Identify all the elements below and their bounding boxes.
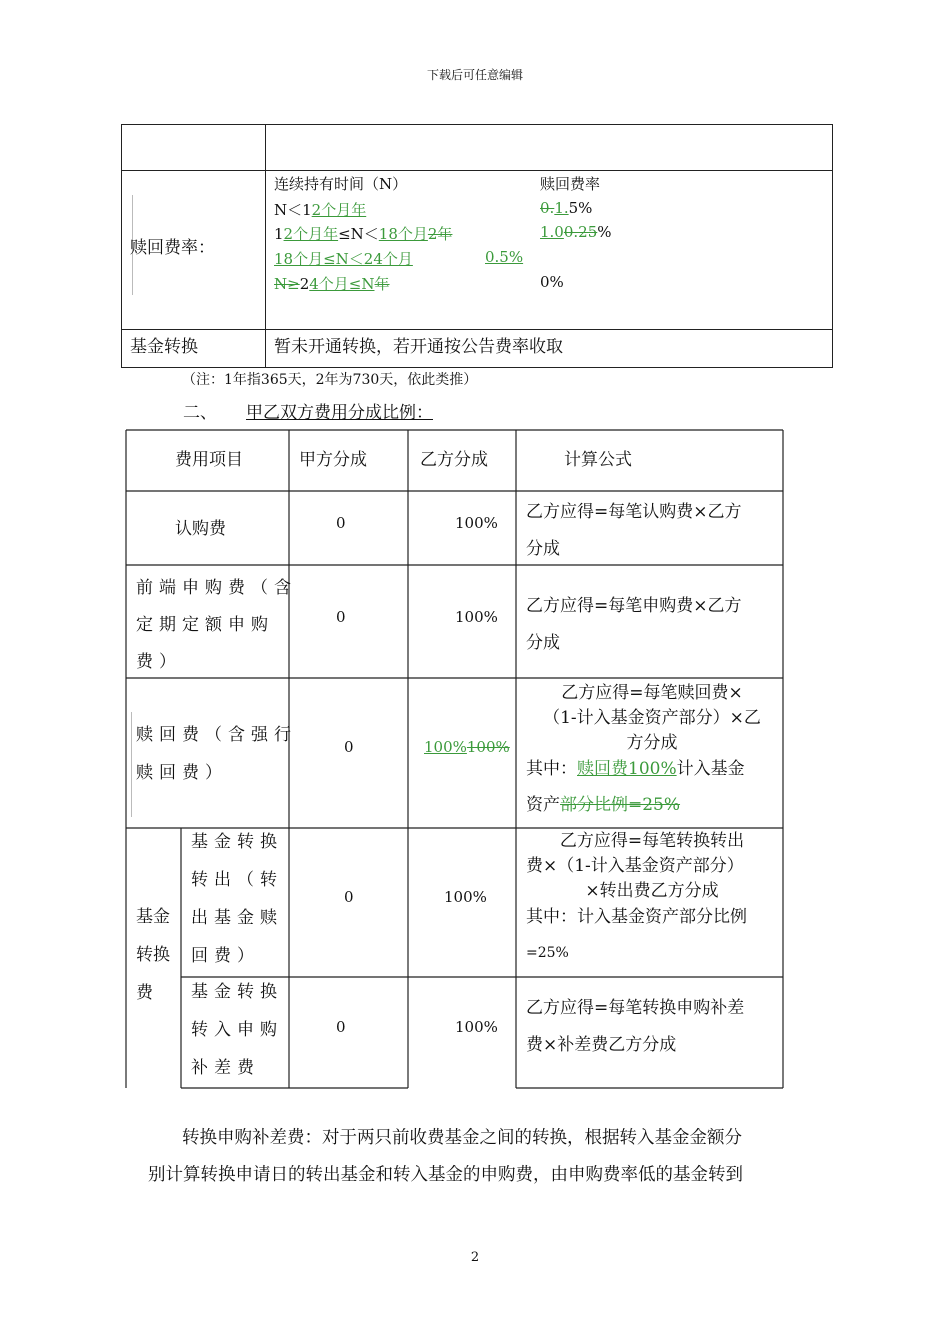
convert-out-party-b: 100% (444, 888, 487, 906)
section-number: 二、 (183, 403, 217, 423)
redemption-party-a: 0 (344, 738, 354, 756)
col-redemption-rate: 赎回费率 (540, 175, 601, 193)
body-paragraph: 转换申购补差费：对于两只前收费基金之间的转换，根据转入基金金额分 别计算转换申请日的转出基金和转入基金的申购费，由申购费率低的基金转到 (148, 1128, 743, 1185)
redemption-party-b: 100%100% (424, 738, 510, 756)
convert-out-formula: 乙方应得=每笔转换转出 费×（1-计入基金资产部分） ×转出费乙方分成 其中：计入基金资产部分比例 =25% (526, 831, 747, 961)
rate-row-4-rate: 0% (540, 273, 564, 291)
col-holding-time: 连续持有时间（N） (274, 175, 408, 193)
rate-row-2-rate: 1.00.25% (540, 223, 612, 241)
section-title: 甲乙双方费用分成比例： (246, 403, 433, 423)
purchase-party-b: 100% (455, 608, 498, 626)
note: （注：1年指365天，2年为730天，依此类推） (182, 372, 478, 388)
subscription-party-b: 100% (455, 514, 498, 532)
rate-row-2-time: 12个月年≤N＜18个月2年 (274, 225, 453, 243)
subscription-party-a: 0 (336, 514, 346, 532)
fee-header-item: 费用项目 (175, 450, 243, 470)
convert-in-party-b: 100% (455, 1018, 498, 1036)
redemption-rate-table (121, 124, 833, 368)
convert-fee-group-label: 基金 转换 费 (136, 907, 170, 1003)
convert-in-label: 基金转换 转入申购 补差费 (191, 982, 283, 1078)
redemption-fee-label: 赎回费（含强行 赎回费） (136, 725, 297, 783)
convert-out-label: 基金转换 转出（转 出基金赎 回费） (191, 832, 283, 966)
purchase-fee-label: 前端申购费（含 定期定额申购 费） (136, 578, 297, 672)
rate-row-3-rate: 0.5% (485, 248, 524, 266)
convert-out-party-a: 0 (344, 888, 354, 906)
fund-convert-text: 暂未开通转换，若开通按公告费率收取 (274, 337, 563, 357)
purchase-party-a: 0 (336, 608, 346, 626)
rate-row-4-time: N≥24个月≤N年 (274, 275, 390, 293)
convert-in-party-a: 0 (336, 1018, 346, 1036)
convert-in-formula: 乙方应得=每笔转换申购补差 费×补差费乙方分成 (526, 998, 745, 1055)
rate-row-1-time: N＜12个月年 (274, 201, 367, 219)
redemption-rate-label: 赎回费率： (130, 238, 215, 258)
subscription-formula: 乙方应得=每笔认购费×乙方 分成 (526, 502, 742, 559)
fee-header-party-a: 甲方分成 (299, 450, 367, 470)
redemption-faint-line (131, 712, 132, 817)
purchase-formula: 乙方应得=每笔申购费×乙方 分成 (526, 596, 742, 653)
fee-header-party-b: 乙方分成 (420, 450, 488, 470)
rate-row-3-time: 18个月≤N＜24个月 (274, 250, 413, 268)
page-number: 2 (470, 1250, 480, 1265)
fund-convert-label: 基金转换 (130, 337, 198, 357)
fee-header-formula: 计算公式 (564, 450, 632, 470)
subscription-fee-label: 认购费 (175, 519, 226, 539)
rate-row-1-rate: 0.1.5% (540, 199, 593, 217)
page-header: 下载后可任意编辑 (426, 68, 523, 82)
redemption-formula: 乙方应得=每笔赎回费× （1-计入基金资产部分）×乙 方分成 其中：赎回费100%计入基金 资产部分比例=25% (526, 683, 761, 815)
